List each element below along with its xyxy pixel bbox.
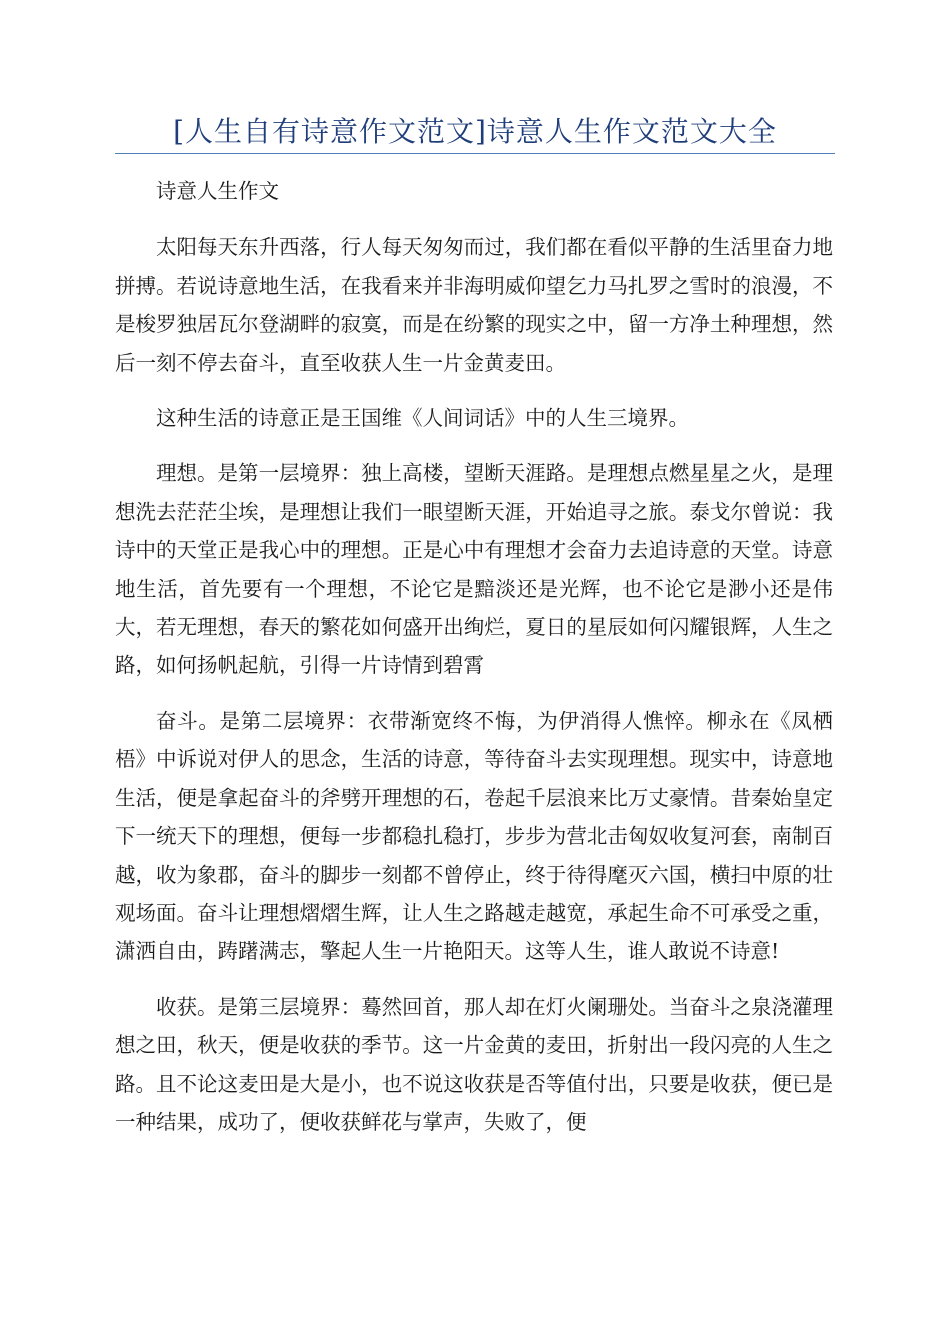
- paragraph-ideal: 理想。是第一层境界：独上高楼，望断天涯路。是理想点燃星星之火，是理想洗去茫茫尘埃，是理想让我们一眼望断天涯，开始追寻之旅。泰戈尔曾说：我诗中的天堂正是我心中的理想。正是心中有理想才会奋力去追诗意的天堂。诗意地生活，首先要有一个理想，不论它是黯淡还是光辉，也不论它是渺小还是伟大，若无理想，春天的繁花如何盛开出绚烂，夏日的星辰如何闪耀银辉，人生之路，如何扬帆起航，引得一片诗情到碧霄: [115, 461, 833, 678]
- title-underline: [115, 153, 835, 154]
- paragraph-intro: 太阳每天东升西落，行人每天匆匆而过，我们都在看似平静的生活里奋力地拼搏。若说诗意地生活，在我看来并非海明威仰望乞力马扎罗之雪时的浪漫，不是梭罗独居瓦尔登湖畔的寂寞，而是在纷繁的现实之中，留一方净土种理想，然后一刻不停去奋斗，直至收获人生一片金黄麦田。: [115, 235, 833, 375]
- paragraph-harvest: 收获。是第三层境界：蓦然回首，那人却在灯火阑珊处。当奋斗之泉浇灌理想之田，秋天，便是收获的季节。这一片金黄的麦田，折射出一段闪亮的人生之路。且不论这麦田是大是小，也不说这收获是否等值付出，只要是收获，便已是一种结果，成功了，便收获鲜花与掌声，失败了，便: [115, 994, 833, 1134]
- paragraph-three-realms: 这种生活的诗意正是王国维《人间词话》中的人生三境界。: [156, 406, 689, 431]
- essay-heading: 诗意人生作文: [156, 179, 279, 203]
- document-title: [人生自有诗意作文范文]诗意人生作文范文大全: [173, 115, 777, 148]
- document-body: [115, 172, 833, 1158]
- paragraph-struggle: 奋斗。是第二层境界：衣带渐宽终不悔，为伊消得人憔悴。柳永在《凤栖梧》中诉说对伊人的思念，生活的诗意，等待奋斗去实现理想。现实中，诗意地生活，便是拿起奋斗的斧劈开理想的石，卷起千层浪来比万丈豪情。昔秦始皇定下一统天下的理想，便每一步都稳扎稳打，步步为营北击匈奴收复河套，南制百越，收为象郡，奋斗的脚步一刻都不曾停止，终于待得麾灭六国，横扫中原的壮观场面。奋斗让理想熠熠生辉，让人生之路越走越宽，承起生命不可承受之重，潇洒自由，踌躇满志，擎起人生一片艳阳天。这等人生，谁人敢说不诗意!: [115, 708, 833, 964]
